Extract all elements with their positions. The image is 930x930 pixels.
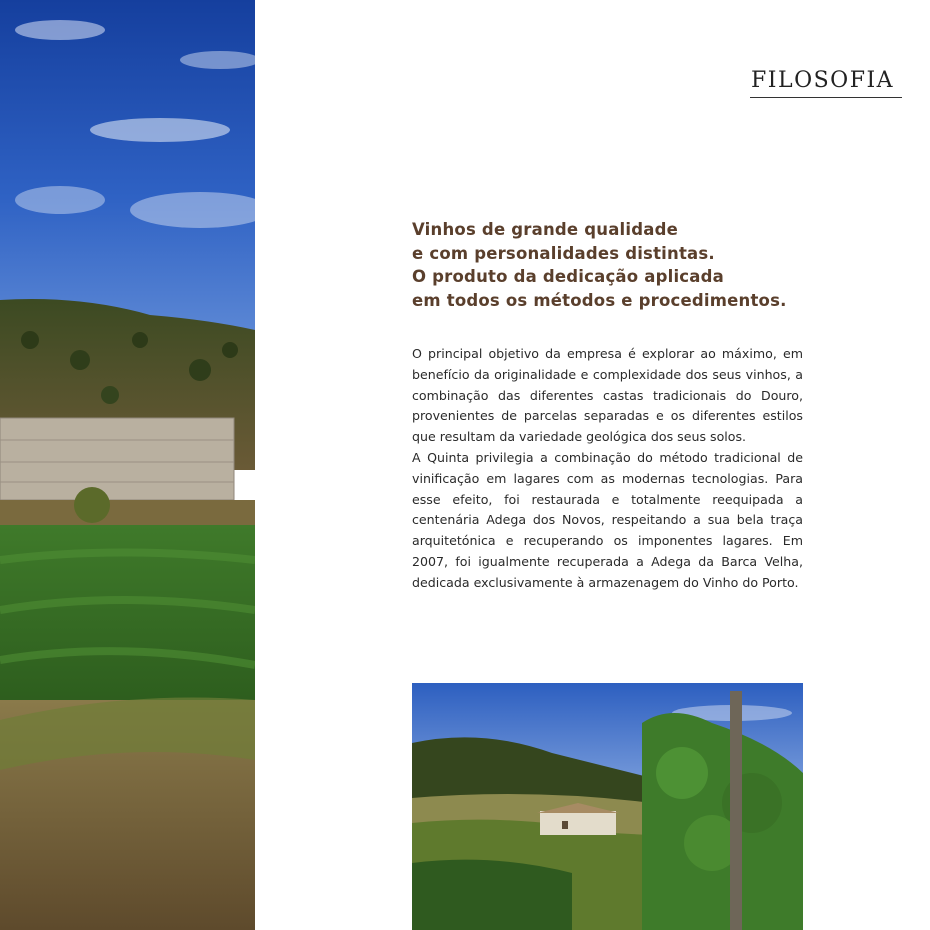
title-divider	[750, 97, 902, 98]
body-paragraph: O principal objetivo da empresa é explorar ao máximo, em benefício da originalidade e complexidade dos seus vinhos, a combinação das diferentes castas tradicionais do Douro, provenientes de parcelas separadas e os diferentes estilos que resultam da variedade geológica dos seus solos.	[412, 346, 803, 445]
subtitle-line: em todos os métodos e procedimentos.	[412, 290, 787, 310]
subtitle-line: O produto da dedicação aplicada	[412, 267, 724, 286]
body-paragraph: A Quinta privilegia a combinação do método tradicional de vinificação em lagares com as modernas tecnologias. Para esse efeito, foi restaurada e totalmente reequipada a centenária Adega dos Novos, respeitando a sua bela traça arquitetónica e recuperando os imponentes lagares. Em 2007, foi igualmente recuperada a Adega da Barca Velha, dedicada exclusivamente à armazenagem do Vinho do Porto.	[412, 449, 803, 590]
subtitle	[412, 218, 842, 312]
vineyard-photo-bottom	[412, 683, 803, 930]
subtitle-line: e com personalidades distintas.	[412, 243, 715, 263]
body-text	[412, 344, 803, 594]
vineyard-photo-left	[0, 0, 255, 930]
section-title: FILOSOFIA	[751, 68, 895, 93]
subtitle-line: Vinhos de grande qualidade	[412, 220, 679, 239]
